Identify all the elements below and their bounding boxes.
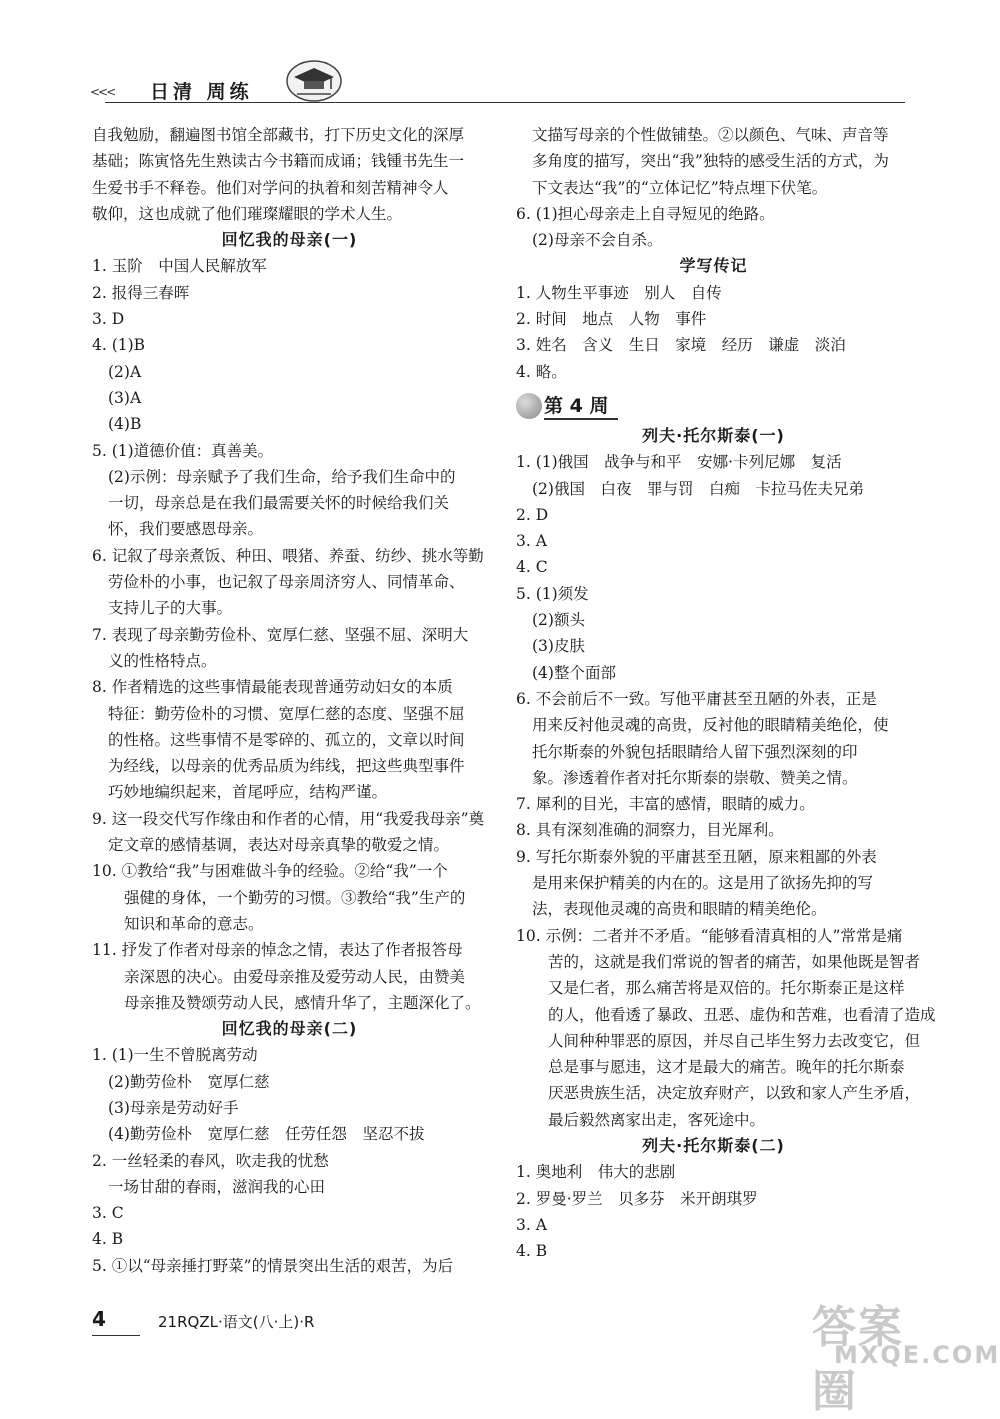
answer-line: 的人，他看透了暴政、丑恶、虚伪和苦难，也看清了造成	[548, 1005, 936, 1024]
answer-line: 巧妙地编织起来，首尾呼应，结构严谨。	[108, 783, 388, 802]
answer-line: (3)A	[108, 388, 142, 407]
answer-line: 强健的身体，一个勤劳的习惯。③教给“我”生产的	[124, 888, 466, 907]
header-arrows: <<<	[90, 85, 115, 99]
answer-line: 10. ①教给“我”与困难做斗争的经验。②给“我”一个	[92, 862, 448, 881]
answer-line: 厌恶贵族生活，决定放弃财产，以致和家人产生矛盾，	[548, 1084, 921, 1103]
answer-line: (4)B	[108, 415, 142, 434]
answer-line: 最后毅然离家出走，客死途中。	[548, 1110, 766, 1129]
answer-line: 的性格。这些事情不是零碎的、孤立的，文章以时间	[108, 730, 465, 749]
answer-line: 多角度的描写，突出“我”独特的感受生活的方式，为	[532, 152, 889, 171]
week-label: 第 4 周	[544, 391, 618, 420]
answer-line: 用来反衬他灵魂的高贵，反衬他的眼睛精美绝伦，使	[532, 716, 889, 735]
answer-line: 定文章的感情基调，表达对母亲真挚的敬爱之情。	[108, 836, 450, 855]
answer-line: 2. 罗曼·罗兰 贝多芬 米开朗琪罗	[516, 1189, 758, 1208]
answer-line: 人间种种罪恶的原因，并尽自己毕生努力去改变它，但	[548, 1031, 921, 1050]
answer-line: 4. (1)B	[92, 336, 146, 355]
answer-line: 生爱书手不释卷。他们对学问的执着和刻苦精神令人	[92, 178, 449, 197]
answer-line: 7. 表现了母亲勤劳俭朴、宽厚仁慈、坚强不屈、深明大	[92, 625, 469, 644]
answer-line: 母亲推及赞颂劳动人民，感情升华了，主题深化了。	[124, 993, 481, 1012]
answer-line: 知识和革命的意志。	[124, 914, 264, 933]
answer-line: (2)示例：母亲赋予了我们生命，给予我们生命中的	[108, 467, 456, 486]
answer-line: 敬仰，这也成就了他们璀璨耀眼的学术人生。	[92, 204, 403, 223]
answer-line: 特征：勤劳俭朴的习惯、宽厚仁慈的态度、坚强不屈	[108, 704, 465, 723]
answer-line: 9. 写托尔斯泰外貌的平庸甚至丑陋，原来粗鄙的外表	[516, 847, 877, 866]
answer-line: 2. 时间 地点 人物 事件	[516, 310, 707, 329]
answer-line: 8. 作者精选的这些事情最能表现普通劳动妇女的本质	[92, 678, 453, 697]
answer-line: 基础；陈寅恪先生熟读古今书籍而成诵；钱锺书先生一	[92, 152, 465, 171]
answer-line: (2)勤劳俭朴 宽厚仁慈	[108, 1072, 270, 1091]
answer-line: 3. A	[516, 1215, 547, 1234]
page-number-underline	[92, 1335, 140, 1336]
answer-line: 1. 人物生平事迹 别人 自传	[516, 283, 722, 302]
answer-line: 下文表达“我”的“立体记忆”特点埋下伏笔。	[532, 178, 828, 197]
answer-line: 一切，母亲总是在我们最需要关怀的时候给我们关	[108, 494, 450, 513]
answer-line: 11. 抒发了作者对母亲的悼念之情，表达了作者报答母	[92, 941, 463, 960]
answer-line: (2)母亲不会自杀。	[532, 231, 663, 250]
answer-line: 4. B	[92, 1230, 124, 1249]
section-heading: 列夫·托尔斯泰(二)	[642, 1135, 785, 1155]
answer-line: (3)皮肤	[532, 637, 585, 656]
watermark-logo: 答案圈	[812, 1302, 904, 1417]
answer-line: 支持儿子的大事。	[108, 599, 233, 618]
week-heading	[516, 387, 911, 423]
answer-line: 4. B	[516, 1242, 548, 1261]
page-header	[90, 55, 905, 105]
answer-line: 法，表现他灵魂的高贵和眼睛的精美绝伦。	[532, 900, 827, 919]
section-heading: 回忆我的母亲(一)	[221, 230, 358, 250]
answer-line: 6. 记叙了母亲煮饭、种田、喂猪、养蚕、纺纱、挑水等勤	[92, 546, 484, 565]
answer-line: 5. (1)道德价值：真善美。	[92, 441, 274, 460]
answer-line: 4. C	[516, 558, 548, 577]
answer-line: 1. 玉阶 中国人民解放军	[92, 257, 267, 276]
section-heading: 列夫·托尔斯泰(一)	[642, 425, 785, 445]
answer-line: 3. D	[92, 310, 125, 329]
answer-line: 4. 略。	[516, 362, 567, 381]
answer-line: 2. 报得三春晖	[92, 283, 190, 302]
answer-line: 5. ①以“母亲捶打野菜”的情景突出生活的艰苦，为后	[92, 1256, 454, 1275]
answer-line: 苦的，这就是我们常说的智者的痛苦，如果他既是智者	[548, 952, 921, 971]
page-footer	[92, 1302, 1000, 1417]
header-brand: 日清 周练	[150, 81, 253, 103]
header-rule	[105, 102, 905, 103]
answer-line: 3. A	[516, 532, 547, 551]
answer-line: 托尔斯泰的外貌包括眼睛给人留下强烈深刻的印	[532, 742, 858, 761]
answer-line: (2)A	[108, 362, 142, 381]
answer-line: 总是事与愿违，这才是最大的痛苦。晚年的托尔斯泰	[548, 1058, 905, 1077]
answer-line: 10. 示例：二者并不矛盾。“能够看清真相的人”常常是痛	[516, 926, 903, 945]
answer-line: 1. (1)一生不曾脱离劳动	[92, 1046, 258, 1065]
answer-line: (4)整个面部	[532, 663, 616, 682]
answer-line: 7. 犀利的目光，丰富的感情，眼睛的威力。	[516, 795, 815, 814]
week-badge-icon	[516, 393, 542, 419]
answer-line: 亲深恩的决心。由爱母亲推及爱劳动人民，由赞美	[124, 967, 466, 986]
answer-line: 怀，我们要感恩母亲。	[108, 520, 264, 539]
answer-line: 2. 一丝轻柔的春风，吹走我的忧愁	[92, 1151, 329, 1170]
answer-line: 自我勉励，翻遍图书馆全部藏书，打下历史文化的深厚	[92, 126, 465, 144]
section-heading: 学写传记	[679, 256, 748, 276]
book-code: 21RQZL·语文(八·上)·R	[158, 1313, 315, 1331]
answer-line: 是用来保护精美的内在的。这是用了欲扬先抑的写	[532, 874, 874, 893]
answer-line: 5. (1)须发	[516, 584, 589, 603]
answer-line: 劳俭朴的小事，也记叙了母亲周济穷人、同情革命、	[108, 573, 465, 592]
answer-line: (3)母亲是劳动好手	[108, 1098, 239, 1117]
answer-line: (2)俄国 白夜 罪与罚 白痴 卡拉马佐夫兄弟	[532, 479, 864, 498]
answer-line: 9. 这一段交代写作缘由和作者的心情，用“我爱我母亲”奠	[92, 809, 485, 828]
answer-line: 又是仁者，那么痛苦将是双倍的。托尔斯泰正是这样	[548, 979, 905, 998]
right-column	[516, 122, 936, 1264]
watermark-url: MXQE.COM	[834, 1341, 1000, 1369]
answer-line: 象。渗透着作者对托尔斯泰的崇敬、赞美之情。	[532, 768, 858, 787]
answer-line: 1. 奥地利 伟大的悲剧	[516, 1163, 676, 1182]
answer-line: 为经线，以母亲的优秀品质为纬线，把这些典型事件	[108, 757, 465, 776]
section-heading: 回忆我的母亲(二)	[221, 1019, 358, 1039]
answer-line: 6. 不会前后不一致。写他平庸甚至丑陋的外表，正是	[516, 689, 877, 708]
answer-line: (4)勤劳俭朴 宽厚仁慈 任劳任怨 坚忍不拔	[108, 1125, 425, 1144]
answer-line: 1. (1)俄国 战争与和平 安娜·卡列尼娜 复活	[516, 453, 842, 472]
page-number: 4	[92, 1307, 106, 1331]
answer-line: 义的性格特点。	[108, 651, 217, 670]
answer-line: 文描写母亲的个性做铺垫。②以颜色、气味、声音等	[532, 126, 889, 144]
answer-line: 6. (1)担心母亲走上自寻短见的绝路。	[516, 204, 775, 223]
answer-line: 2. D	[516, 505, 549, 524]
answer-line: 8. 具有深刻准确的洞察力，目光犀利。	[516, 821, 784, 840]
graduation-cap-icon	[285, 59, 343, 103]
left-column	[92, 122, 487, 1279]
answer-line: 一场甘甜的春雨，滋润我的心田	[108, 1177, 326, 1196]
answer-line: (2)额头	[532, 611, 585, 630]
answer-line: 3. 姓名 含义 生日 家境 经历 谦虚 淡泊	[516, 336, 846, 355]
answer-line: 3. C	[92, 1204, 124, 1223]
